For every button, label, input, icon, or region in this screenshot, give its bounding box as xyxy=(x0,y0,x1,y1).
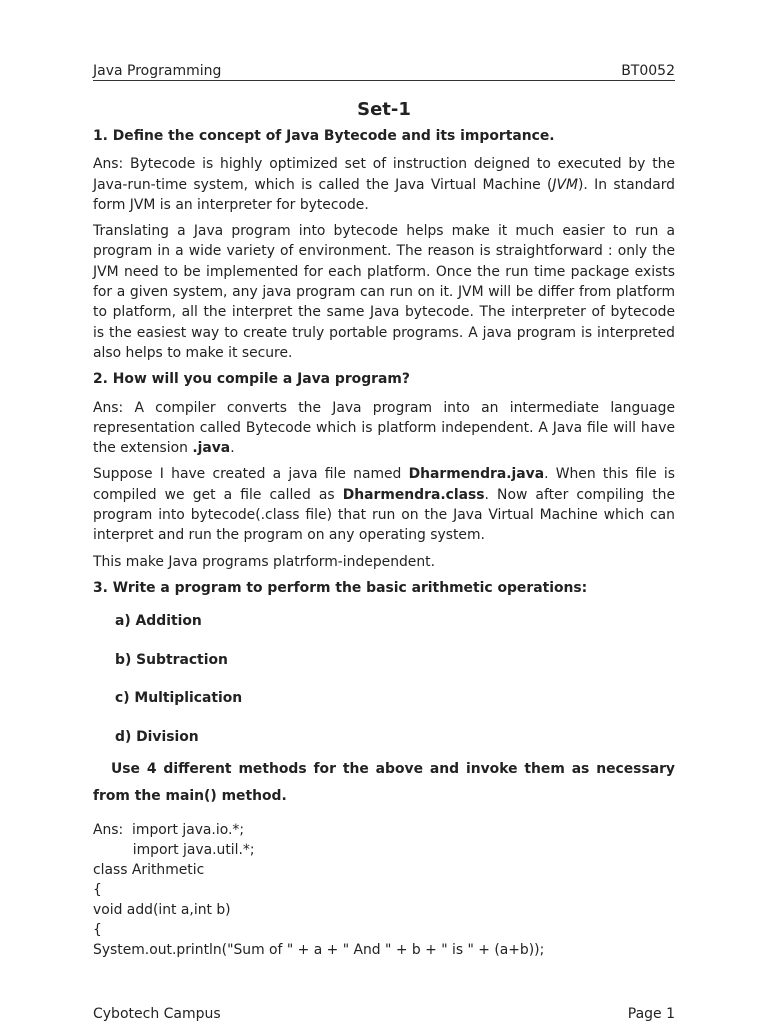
header-course-code: BT0052 xyxy=(621,63,675,79)
operation-item-division: d) Division xyxy=(115,728,199,745)
question-3-instruction: Use 4 different methods for the above and invoke them as necessary from the main() method. xyxy=(93,761,675,805)
code-line: { xyxy=(93,882,102,899)
operation-item-addition: a) Addition xyxy=(115,613,202,630)
set-title: Set-1 xyxy=(357,99,411,120)
code-line: Ans: import java.io.*; xyxy=(93,822,245,839)
header-course-title: Java Programming xyxy=(93,63,222,79)
code-line: class Arithmetic xyxy=(93,862,205,879)
document-page xyxy=(93,62,675,1022)
operation-item-subtraction: b) Subtraction xyxy=(115,651,228,668)
answer-2-text-end: . xyxy=(230,440,235,457)
answer-2-para-3: This make Java programs platrform-independent. xyxy=(93,553,436,570)
page-footer xyxy=(93,1004,675,1024)
answer-2-text-start: Ans: A compiler converts the Java program into an intermediate language representation called Bytecode which is platform independent. A Java file will have the extension xyxy=(93,399,675,457)
answer-1-para-2: Translating a Java program into bytecode helps make it much easier to run a program in a wide variety of environment. The reason is straightforward : only the JVM need to be implemented for each platform. Once the run time package exists for a given system, any java program can run on it. JVM will be differ from platform to platform, all the interpret the same Java bytecode. The interpreter of bytecode is the easiest way to create truly portable programs. A java program is interpreted also helps to make it secure. xyxy=(93,223,675,361)
code-line: void add(int a,int b) xyxy=(93,902,231,919)
answer-2-para-2 xyxy=(93,464,675,545)
question-1: 1. Define the concept of Java Bytecode and its importance. xyxy=(93,128,555,144)
code-listing xyxy=(93,820,675,960)
footer-campus: Cybotech Campus xyxy=(93,1006,221,1022)
answer-1-text-end: ). In standard form JVM is an interpreter for bytecode. xyxy=(93,176,675,213)
class-filename: Dharmendra.class xyxy=(342,486,485,503)
question-2: 2. How will you compile a Java program? xyxy=(93,371,410,388)
operation-item-multiplication: c) Multiplication xyxy=(115,690,243,707)
answer-2-para-2-b: . When this file is compiled we get a file called as xyxy=(93,466,675,503)
document-body xyxy=(93,126,675,960)
code-line: System.out.println("Sum of " + a + " And " + b + " is " + (a+b)); xyxy=(93,942,545,959)
java-filename: Dharmendra.java xyxy=(408,466,545,483)
java-extension: .java xyxy=(192,440,231,457)
page-header xyxy=(93,62,675,80)
header-divider xyxy=(93,80,675,81)
answer-2-para-2-c: . Now after compiling the program into bytecode(.class file) that run on the Java Virtual Machine which can interpret and run the program on any operating system. xyxy=(93,486,675,544)
answer-1-para-1 xyxy=(93,154,675,215)
code-line: import java.util.*; xyxy=(93,842,255,859)
answer-2-para-2-a: Suppose I have created a java file named xyxy=(93,466,409,483)
footer-page-number: Page 1 xyxy=(627,1006,675,1022)
answer-2-para-1 xyxy=(93,398,675,459)
jvm-italic: JVM xyxy=(552,176,579,193)
code-line: { xyxy=(93,922,102,939)
answer-1-text-start: Ans: Bytecode is highly optimized set of instruction deigned to executed by the Java-run-time system, which is called the Java Virtual Machine ( xyxy=(93,156,675,193)
question-3: 3. Write a program to perform the basic arithmetic operations: xyxy=(93,579,588,596)
